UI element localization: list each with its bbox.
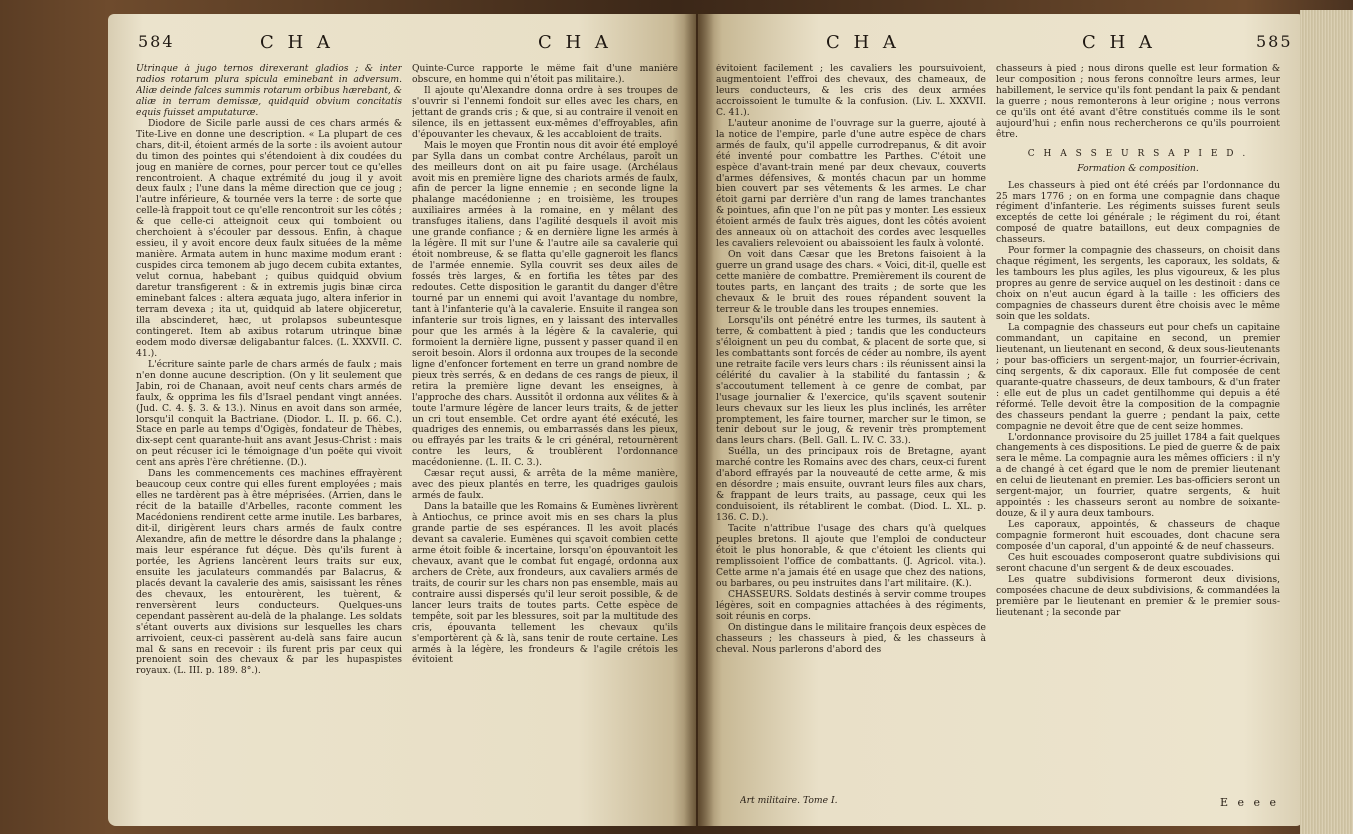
paragraph: Ces huit escouades composeront quatre subdivisions qui seront chacune d'un sergent & de deux escouades. (996, 551, 1280, 574)
paragraph: L'écriture sainte parle de chars armés de faulx ; mais n'en donne aucune description. (On y lit seulement que Jabin, roi de Chanaan, avoit neuf cents chars armés de faulx, & opprima les fils d'Israel pendant vingt années. (Jud. C. 4. §. 3. & 13.). Ninus en avoit dans son armée, lorsqu'il conquit la Bactriane. (Diodor. L. II. p. 66. C.). Stace en parle au temps d'Ogigès, fondateur de Thèbes, dix-sept cent quarante-huit ans avant Jesus-Christ : mais on peut récuser ici le témoignage d'un poëte qui vivoit cent ans après l'ère chrétienne. (D.). (136, 358, 402, 469)
section-title: C H A S S E U R S A P I E D . (1027, 148, 1249, 159)
right-column-2 (996, 64, 1280, 796)
page-edges (1300, 10, 1353, 834)
volume-footer: Art militaire. Tome I. (740, 796, 838, 806)
paragraph: La compagnie des chasseurs eut pour chefs un capitaine commandant, un capitaine en second, un premier lieutenant, un lieutenant en second, & deux sous-lieutenants ; pour bas-officiers un sergent-major, un fourrier-écrivain, cinq sergents, & dix caporaux. Elle fut composée de cent quarante-quatre chasseurs, de deux tambours, & d'un frater : elle eut de plus un cadet gentilhomme qui depuis a été réformé. Telle devoit être la composition de la compagnie des chasseurs pendant la guerre ; pendant la paix, cette compagnie ne devoit être que de cent seize hommes. (996, 321, 1280, 432)
paragraph: Quinte-Curce rapporte le même fait d'une manière obscure, en homme qui n'étoit pas militaire.). (412, 64, 678, 85)
right-page-number: 585 (1256, 32, 1293, 51)
paragraph: Dans les commencements ces machines effrayèrent beaucoup ceux contre qui elles furent employées ; mais elles ne tardèrent pas à être méprisées. (Arrien, dans le récit de la bataille d'Arbelles, raconte comment les Macédoniens rendirent cette arme inutile. Les barbares, dit-il, dirigèrent leurs chars armés de faulx contre Alexandre, afin de mettre le désordre dans la phalange ; mais leur espérance fut déçue. Dès qu'ils furent à portée, les Agriens lancèrent leurs traits sur eux, ensuite les jaculateurs commandés par Balacrus, & placés devant la cavalerie des amis, saisissant les rênes des chevaux, les entourèrent, les tuèrent, & renversèrent leurs conducteurs. Quelques-uns cependant passèrent au-delà de la phalange. Les soldats s'étant ouverts aux divisions sur lesquelles les chars arrivoient, ceux-ci passèrent au-delà sans faire aucun mal & sans en recevoir : ils furent pris par ceux qui prenoient soin des chevaux & par les hupaspistes royaux. (L. III. p. 189. 8°.). (136, 468, 402, 677)
paragraph: Tacite n'attribue l'usage des chars qu'à quelques peuples bretons. Il ajoute que l'emploi de conducteur étoit le plus honorable, & que c'étoient les clients qui remplissoient l'office de combattants. (J. Agricol. vita.). Cette arme n'a jamais été en usage que chez des nations, ou barbares, ou peu instruites dans l'art militaire. (K.). (716, 523, 986, 589)
left-column-1 (136, 64, 402, 804)
paragraph: Lorsqu'ils ont pénétré entre les turmes, ils sautent à terre, & combattent à pied ; tandis que les conducteurs s'éloignent un peu du combat, & placent de sorte que, si les combattants sont forcés de céder au nombre, ils ayent une retraite facile vers leurs chars : ils réunissent ainsi la célérité du cavalier à la stabilité du fantassin ; & s'accoutument tellement à ce genre de combat, par l'usage journalier & l'exercice, qu'ils sçavent soutenir leurs chevaux sur les lieux les plus inclinés, les arrêter promptement, les faire tourner, marcher sur le timon, se tenir debout sur le joug, & revenir très promptement dans leurs chars. (Bell. Gall. L. IV. C. 33.). (716, 314, 986, 447)
paragraph: Mais le moyen que Frontin nous dit avoir été employé par Sylla dans un combat contre Archélaus, paroît un des meilleurs dont on ait pu faire usage. (Archélaus avoit mis en première ligne des chariots armés de faulx, afin de percer la ligne ennemie ; en seconde ligne la phalange macédonienne ; en troisième, les troupes auxiliaires armées à la romaine, en y mêlant des transfuges italiens, dans l'agilité desquels il avoit mis une grande confiance ; & en dernière ligne les armés à la légère. Il mit sur l'une & l'autre aile sa cavalerie qui étoit nombreuse, & se flatta qu'elle gagneroit les flancs de l'armée ennemie. Sylla couvrit ses deux ailes de fossés très larges, & en fortifia les têtes par des redoutes. Cette disposition le garantit du danger d'être tourné par un ennemi qui avoit l'avantage du nombre, tant à l'infanterie qu'à la cavalerie. Ensuite il rangea son infanterie sur trois lignes, en y laissant des intervalles pour que les armés à la légère & la cavalerie, qui formoient la dernière ligne, pussent y passer quand il en seroit besoin. Alors il ordonna aux troupes de la seconde ligne d'enfoncer fortement en terre un grand nombre de pieux très serrés, & en dedans de ces rangs de pieux, il retira la première ligne devant les enseignes, à l'approche des chars. Aussitôt il ordonna aux vélites & à toute l'armure légère de lancer leurs traits, & de jetter un cri tout ensemble. Cet ordre ayant été exécuté, les quadriges des ennemis, ou embarrassés dans les pieux, ou effrayés par les traits & le cri général, retournèrent contre les leurs, & troublèrent l'ordonnance macédonienne. (L. II. C. 3.). (412, 139, 678, 469)
paragraph: CHASSEURS. Soldats destinés à servir comme troupes légères, soit en compagnies attachées à des régiments, soit réunis en corps. (716, 588, 986, 622)
left-running-head-1: C H A (260, 32, 334, 53)
paragraph: Utrinque à jugo ternos direxerant gladios ; & inter radios rotarum plura spicula eminebant in adversum. Aliæ deinde falces summis rotarum orbibus hærebant, & aliæ in terram demissæ, quidquid obvium concitatis equis fuisset amputaturæ. (136, 64, 402, 118)
right-column-1 (716, 64, 986, 796)
right-running-head-1: C H A (826, 32, 900, 53)
left-column-2 (412, 64, 678, 804)
paragraph: Diodore de Sicile parle aussi de ces chars armés & Tite-Live en donne une description. « La plupart de ces chars, dit-il, étoient armés de la sorte : ils avoient autour du timon des pointes qui s'étendoient à dix coudées du joug en manière de cornes, pour percer tout ce qu'elles rencontroient. A chaque extrémité du joug il y avoit deux faulx ; l'une dans la même direction que ce joug ; l'autre inférieure, & tournée vers la terre : de sorte que celle-là frappoit tout ce qu'elle rencontroit sur les côtés ; & que celle-ci atteignoit ceux qui tomboient ou cherchoient à s'écouler par dessous. Enfin, à chaque essieu, il y avoit encore deux faulx situées de la même manière. Armata autem in hunc maxime modum erant : cuspides circa temonem ab jugo decem cubita extantes, velut cornua, habebant ; quibus quidquid obvium daretur transfigerent : & in extremis jugis binæ circa eminebant falces : altera æquata jugo, altera inferior in terram devexa ; ita ut, quidquid ab latere objiceretur, illa abscinderet, hæc, ut prolapsos subeuntesque contingeret. Item ab axibus rotarum utrinque binæ eodem modo diversæ deligabantur falces. (L. XXXVII. C. 41.). (136, 117, 402, 359)
right-page-header (698, 32, 1304, 62)
paragraph: On voit dans Cæsar que les Bretons faisoient à la guerre un grand usage des chars. « Voici, dit-il, quelle est cette manière de combattre. Premièrement ils courent de toutes parts, en lançant des traits ; de sorte que les chevaux & le bruit des roues répandent souvent la terreur & le trouble dans les troupes ennemies. (716, 249, 986, 315)
paragraph: Les caporaux, appointés, & chasseurs de chaque compagnie formeront huit escouades, dont chacune sera composée d'un caporal, d'un appointé & de neuf chasseurs. (996, 519, 1280, 553)
paragraph: Les quatre subdivisions formeront deux divisions, composées chacune de deux subdivisions, & commandées la première par le lieutenant en premier & le premier sous-lieutenant ; la seconde par (996, 573, 1280, 618)
left-page-number: 584 (138, 32, 175, 51)
section-subtitle: Formation & composition. (1077, 162, 1199, 174)
paragraph: chasseurs à pied ; nous dirons quelle est leur formation & leur composition ; nous ferons connoître leurs armes, leur habillement, le service qu'ils font pendant la paix & pendant la guerre ; nous remonterons à leur origine ; nous verrons ce qu'ils ont été avant d'être constitués comme ils le sont aujourd'hui ; enfin nous rechercherons ce qu'ils pourroient être. (996, 64, 1280, 140)
paragraph: Suélla, un des principaux rois de Bretagne, ayant marché contre les Romains avec des chars, ceux-ci furent d'abord effrayés par la nouveauté de cette arme, & mis en désordre ; mais ensuite, ouvrant leurs files aux chars, & frappant de leurs traits, au passage, ceux qui les conduisoient, ils rétablirent le combat. (Diod. L. XL. p. 136. C. D.). (716, 446, 986, 524)
signature-mark: E e e e (1220, 796, 1280, 809)
paragraph: L'ordonnance provisoire du 25 juillet 1784 a fait quelques changements à ces dispositions. Le pied de guerre & de paix sera le même. La compagnie aura les mêmes officiers : il n'y a de changé à cet égard que le nom de premier lieutenant en celui de lieutenant en premier. Les bas-officiers seront un sergent-major, un fourrier, quatre sergents, & huit appointés : les chasseurs seront au nombre de soixante-douze, & il y aura deux tambours. (996, 431, 1280, 520)
paragraph: évitoient facilement ; les cavaliers les poursuivoient, augmentoient l'effroi des chevaux, des chameaux, de leurs conducteurs, & les cris des deux armées accroissoient le tumulte & la confusion. (Liv. L. XXXVII. C. 41.). (716, 64, 986, 118)
paragraph: Pour former la compagnie des chasseurs, on choisit dans chaque régiment, les sergents, les caporaux, les soldats, & les tambours les plus agiles, les plus vigoureux, & les plus propres au genre de service auquel on les destinoit : dans ce choix on n'eut aucun égard à la taille : les officiers des compagnies de chasseurs durent être choisis avec le même soin que les soldats. (996, 245, 1280, 323)
right-running-head-2: C H A (1082, 32, 1156, 53)
left-page-header (108, 32, 696, 62)
paragraph: Les chasseurs à pied ont été créés par l'ordonnance du 25 mars 1776 ; on en forma une compagnie dans chaque régiment d'infanterie. Les régiments suisses furent seuls exceptés de cette loi générale ; le régiment du roi, étant composé de quatre bataillons, eut deux compagnies de chasseurs. (996, 179, 1280, 246)
paragraph: L'auteur anonime de l'ouvrage sur la guerre, ajouté à la notice de l'empire, parle d'une autre espèce de chars armés de faulx, qu'il appelle currodrepanus, & dit avoir été inventé pour combattre les Parthes. C'étoit une espèce d'avant-train mené par deux chevaux, couverts d'armes défensives, & montés chacun par un homme bien couvert par ses vêtements & les armes. Le char étoit garni par derrière d'un rang de lames tranchantes & pointues, afin que l'on ne pût pas y monter. Les essieux étoient armés de faulx très aigues, dont les côtés avoient des anneaux où on attachoit des cordes avec lesquelles les cavaliers relevoient ou abaissoient les faulx à volonté. (716, 117, 986, 250)
book-gutter (684, 10, 714, 830)
paragraph: On distingue dans le militaire françois deux espèces de chasseurs ; les chasseurs à pied, & les chasseurs à cheval. Nous parlerons d'abord des (716, 621, 986, 655)
paragraph: Dans la bataille que les Romains & Eumènes livrèrent à Antiochus, ce prince avoit mis en ses chars la plus grande partie de ses espérances. Il les avoit placés devant sa cavalerie. Eumènes qui sçavoit combien cette arme étoit foible & incertaine, lorsqu'on épouvantoit les chevaux, avant que le combat fut engagé, ordonna aux archers de Crète, aux frondeurs, aux cavaliers armés de traits, de courir sur les chars non pas ensemble, mais au contraire aussi dispersés qu'il leur seroit possible, & de lancer leurs traits de toutes parts. Cette espèce de tempête, soit par les blessures, soit par la multitude des cris, épouvanta tellement les chevaux qu'ils s'emportèrent çà & là, sans tenir de route certaine. Les armés à la légère, les frondeurs & l'agile crétois les évitoient (412, 501, 678, 666)
paragraph: Il ajoute qu'Alexandre donna ordre à ses troupes de s'ouvrir si l'ennemi fondoit sur elles avec les chars, en jettant de grands cris ; & que, si au contraire il venoit en silence, ils en jettassent eux-mêmes d'effroyables, afin d'épouvanter les chevaux, & les accabloient de traits. (412, 84, 678, 140)
left-running-head-2: C H A (538, 32, 612, 53)
paragraph: Cæsar reçut aussi, & arrêta de la même manière, avec des pieux plantés en terre, les quadriges gaulois armés de faulx. (412, 468, 678, 502)
